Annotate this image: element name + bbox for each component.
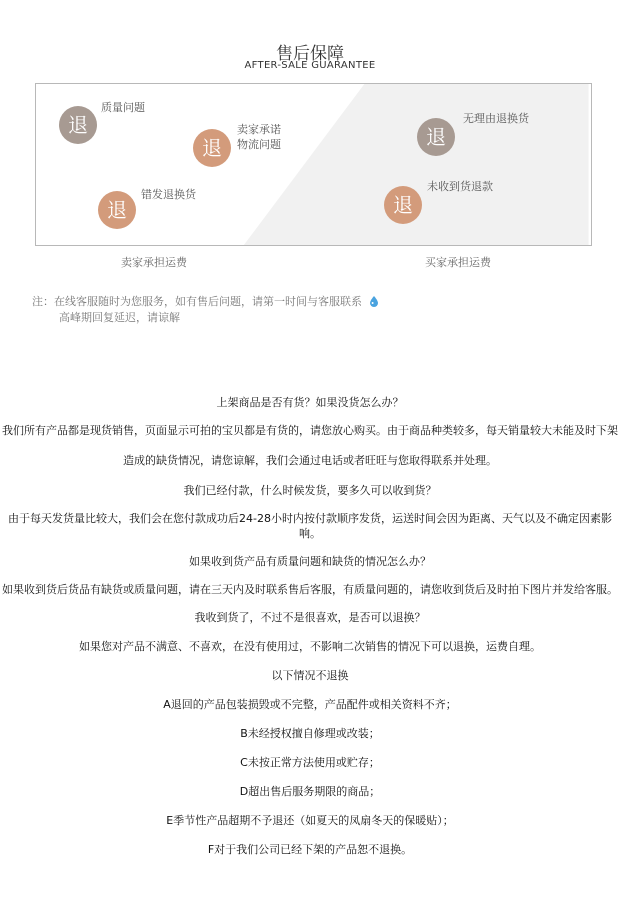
no-return-item: E季节性产品超期不予退还（如夏天的凤扇冬天的保暖贴）； [166,814,454,827]
faq-answer: 如果您对产品不满意、不喜欢，在没有使用过，不影响二次销售的情况下可以退换，运费自理。 [79,640,541,653]
no-return-item: B未经授权擅自修理或改装； [240,727,380,740]
quality-issue-label: 质量问题 [101,101,145,114]
return-badge-icon: 退 [193,129,231,167]
return-badge-icon: 退 [384,186,422,224]
seller-shipping-caption: 卖家承担运费 [121,256,187,269]
faq-answer: 如果收到货后货品有缺货或质量问题，请在三天内及时联系售后客服，有质量问题的，请您收到货后及时拍下图片并发给客服。 [2,583,618,596]
no-reason-return-label: 无理由退换货 [463,112,529,125]
no-return-item: D超出售后服务期限的商品； [239,785,381,798]
faq-section [0,390,620,857]
faq-answer: 我们所有产品都是现货销售，页面显示可拍的宝贝都是有货的，请您放心购买。由于商品种类较多，每天销量较大未能及时下架 [2,424,618,437]
faq-answer: 造成的缺货情况，请您谅解，我们会通过电话或者旺旺与您取得联系并处理。 [123,454,497,467]
buyer-shipping-caption: 买家承担运费 [425,256,491,269]
page-subtitle: AFTER-SALE GUARANTEE [244,60,376,71]
no-return-item: F对于我们公司已经下架的产品恕不退换。 [207,843,413,856]
no-return-item: C未按正常方法使用或贮存； [240,756,380,769]
not-received-refund-label: 未收到货退款 [427,180,493,193]
faq-answer: 由于每天发货量比较大，我们会在您付款成功后24-28小时内按付款顺序发货，运送时间会因为距离、天气以及不确定因素影响。 [8,512,612,540]
note-line-1: 注：在线客服随时为您服务，如有售后问题，请第一时间与客服联系 [32,295,362,308]
water-drop-icon [368,295,380,307]
guarantee-panel [35,83,592,246]
faq-question: 我们已经付款，什么时候发货，要多久可以收到货？ [183,484,437,497]
page-title: 售后保障 [276,44,344,64]
note-line-2: 高峰期回复延迟，请谅解 [59,311,180,324]
wrong-item-label: 错发退换货 [141,188,196,201]
faq-question: 我收到货了，不过不是很喜欢，是否可以退换？ [194,611,426,624]
faq-question: 如果收到货产品有质量问题和缺货的情况怎么办？ [189,555,431,568]
no-return-item: A退回的产品包装损毁或不完整，产品配件或相关资料不齐； [163,698,457,711]
return-badge-icon: 退 [59,106,97,144]
service-note [32,294,380,326]
seller-logistics-label: 卖家承诺 物流问题 [237,123,281,151]
return-badge-icon: 退 [98,191,136,229]
return-badge-icon: 退 [417,118,455,156]
faq-question: 上架商品是否有货？如果没货怎么办？ [216,396,404,409]
no-return-heading: 以下情况不退换 [271,669,349,682]
